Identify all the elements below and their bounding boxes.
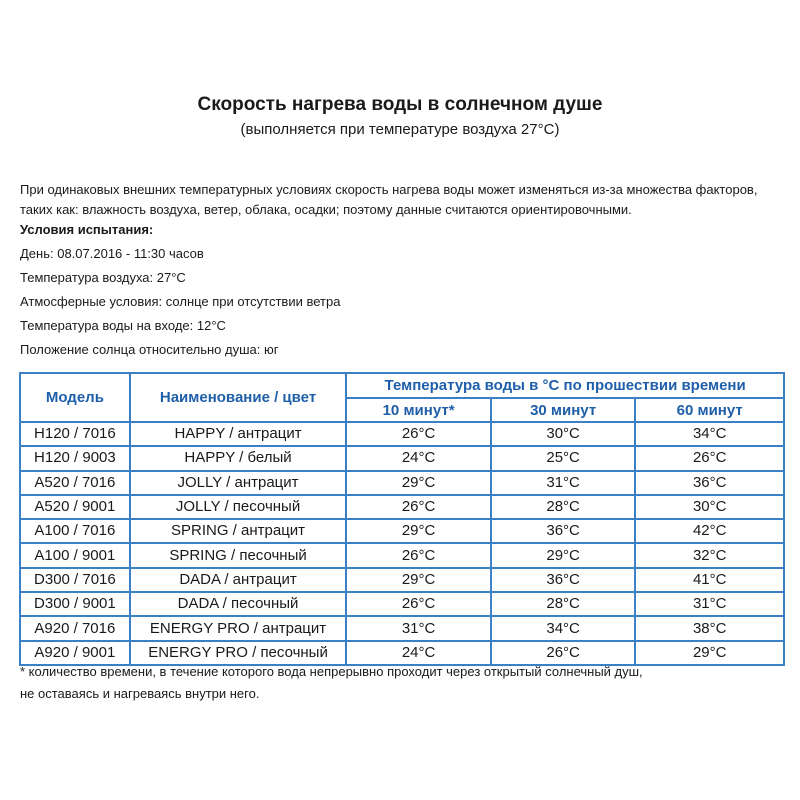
cell-t10: 26°C <box>346 592 491 616</box>
cell-model: D300 / 7016 <box>20 568 130 592</box>
header-30min: 30 минут <box>491 398 636 422</box>
cell-t60: 38°C <box>635 616 784 640</box>
cell-t60: 30°C <box>635 495 784 519</box>
table-row <box>20 471 784 495</box>
cell-t30: 34°C <box>491 616 636 640</box>
header-temp-group: Температура воды в °C по прошествии времени <box>346 373 784 398</box>
cell-name: DADA / антрацит <box>130 568 347 592</box>
cell-name: DADA / песочный <box>130 592 347 616</box>
cell-t10: 26°C <box>346 495 491 519</box>
cell-t30: 29°C <box>491 543 636 567</box>
table-row <box>20 446 784 470</box>
cell-t10: 29°C <box>346 568 491 592</box>
table-row <box>20 568 784 592</box>
header-model: Модель <box>20 373 130 422</box>
cell-t30: 28°C <box>491 495 636 519</box>
cell-model: A100 / 7016 <box>20 519 130 543</box>
cell-model: A920 / 7016 <box>20 616 130 640</box>
cell-name: JOLLY / антрацит <box>130 471 347 495</box>
cell-t30: 26°C <box>491 641 636 665</box>
table-row <box>20 592 784 616</box>
table-row <box>20 616 784 640</box>
cell-model: A920 / 9001 <box>20 641 130 665</box>
cell-name: SPRING / песочный <box>130 543 347 567</box>
conditions-title: Условия испытания: <box>20 222 154 237</box>
cell-t60: 34°C <box>635 422 784 446</box>
cell-t60: 41°C <box>635 568 784 592</box>
cell-t60: 26°C <box>635 446 784 470</box>
cell-t10: 26°C <box>346 543 491 567</box>
condition-item: День: 08.07.2016 - 11:30 часов <box>20 246 204 261</box>
cell-t60: 31°C <box>635 592 784 616</box>
table-row <box>20 543 784 567</box>
cell-t10: 24°C <box>346 641 491 665</box>
intro-paragraph: При одинаковых внешних температурных условиях скорость нагрева воды может изменяться из-за множества факторов, таких как: влажность воздуха, ветер, облака, осадки; поэтому данные считаются ориентировочными. <box>20 182 758 217</box>
cell-t30: 36°C <box>491 519 636 543</box>
header-10min: 10 минут* <box>346 398 491 422</box>
cell-t10: 29°C <box>346 519 491 543</box>
table-row <box>20 495 784 519</box>
cell-name: ENERGY PRO / песочный <box>130 641 347 665</box>
table-row <box>20 519 784 543</box>
header-60min: 60 минут <box>635 398 784 422</box>
cell-model: D300 / 9001 <box>20 592 130 616</box>
cell-name: HAPPY / белый <box>130 446 347 470</box>
cell-name: JOLLY / песочный <box>130 495 347 519</box>
cell-t60: 36°C <box>635 471 784 495</box>
cell-t30: 30°C <box>491 422 636 446</box>
condition-item: Температура воды на входе: 12°C <box>20 318 226 333</box>
cell-t30: 31°C <box>491 471 636 495</box>
cell-t60: 32°C <box>635 543 784 567</box>
cell-model: A520 / 9001 <box>20 495 130 519</box>
cell-model: A100 / 9001 <box>20 543 130 567</box>
cell-name: HAPPY / антрацит <box>130 422 347 446</box>
page-subtitle: (выполняется при температуре воздуха 27°C) <box>240 121 560 138</box>
cell-model: A520 / 7016 <box>20 471 130 495</box>
cell-t30: 25°C <box>491 446 636 470</box>
cell-t10: 31°C <box>346 616 491 640</box>
cell-t10: 26°C <box>346 422 491 446</box>
condition-item: Температура воздуха: 27°C <box>20 270 186 285</box>
cell-model: H120 / 9003 <box>20 446 130 470</box>
table-row <box>20 422 784 446</box>
footnote <box>20 661 790 705</box>
cell-name: SPRING / антрацит <box>130 519 347 543</box>
cell-name: ENERGY PRO / антрацит <box>130 616 347 640</box>
page-title: Скорость нагрева воды в солнечном душе <box>197 94 603 115</box>
cell-t10: 24°C <box>346 446 491 470</box>
cell-model: H120 / 7016 <box>20 422 130 446</box>
cell-t60: 29°C <box>635 641 784 665</box>
cell-t30: 36°C <box>491 568 636 592</box>
cell-t60: 42°C <box>635 519 784 543</box>
cell-t10: 29°C <box>346 471 491 495</box>
footnote-line: не оставаясь и нагреваясь внутри него. <box>20 686 260 701</box>
cell-t30: 28°C <box>491 592 636 616</box>
footnote-line: * количество времени, в течение которого вода непрерывно проходит через открытый солнечный душ, <box>20 664 643 679</box>
condition-item: Положение солнца относительно душа: юг <box>20 342 279 357</box>
condition-item: Атмосферные условия: солнце при отсутствии ветра <box>20 294 341 309</box>
heating-table <box>19 372 785 666</box>
header-name: Наименование / цвет <box>130 373 347 422</box>
